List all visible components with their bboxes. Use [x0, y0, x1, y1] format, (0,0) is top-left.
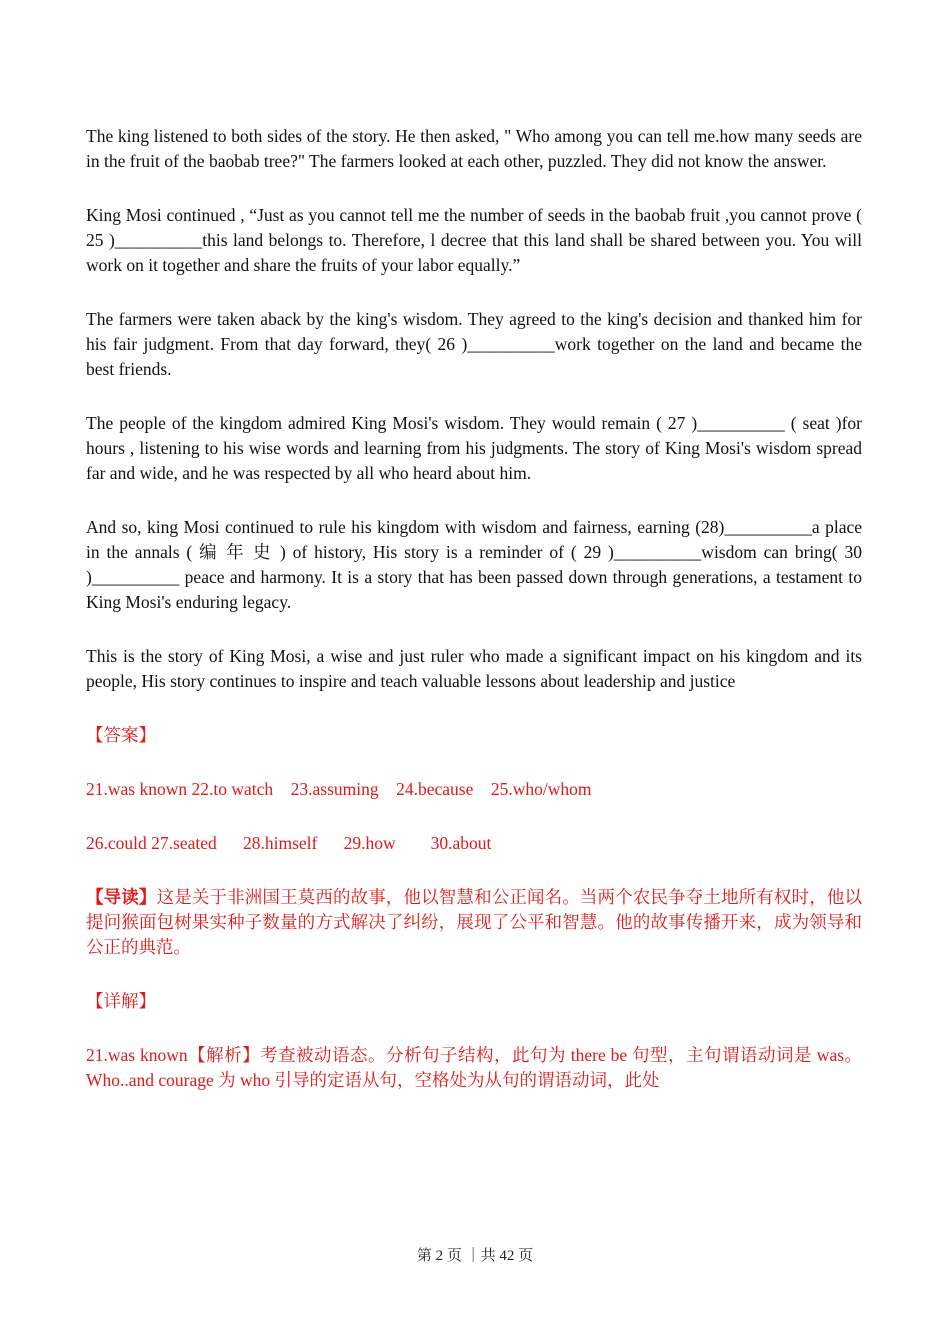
detail-heading: 【详解】 — [86, 991, 156, 1011]
guide-text: 这是关于非洲国王莫西的故事，他以智慧和公正闻名。当两个农民争夺土地所有权时，他以提问猴面包树果实种子数量的方式解决了纠纷，展现了公平和智慧。他的故事传播开来，成为领导和公正的典范。 — [86, 887, 863, 957]
guide-label: 【导读】 — [86, 887, 157, 907]
story-paragraph-5: And so, king Mosi continued to rule his kingdom with wisdom and fairness, earning (28)__________a place in the annals ( 编 年 史 ) of history, His story is a reminder of ( 29 )__________wisdom can bring( 30 )__________ peace and harmony. It is a story that has been passed down through generations, a testament to King Mosi's enduring legacy. — [86, 517, 862, 612]
detail-item-prefix: 21.was known — [86, 1045, 188, 1065]
answer-line-2: 26.could 27.seated 28.himself 29.how 30.about — [86, 833, 492, 853]
detail-item-label: 【解析】 — [187, 1045, 261, 1065]
answer-heading: 【答案】 — [86, 725, 156, 745]
document-page — [86, 124, 862, 1122]
detail-item-21 — [86, 1043, 862, 1093]
story-paragraph-4: The people of the kingdom admired King Mosi's wisdom. They would remain ( 27 )__________ ( seat )for hours , listening to his wise words and learning from his judgments. The story of King Mosi's wisdom spread far and wide, and he was respected by all who heard about him. — [86, 413, 862, 483]
detail-item-text: 考查被动语态。分析句子结构，此句为 there be 句型，主句谓语动词是 was。Who..and courage 为 who 引导的定语从句，空格处为从句的谓语动词，此处 — [86, 1045, 863, 1090]
answer-line-1: 21.was known 22.to watch 23.assuming 24.because 25.who/whom — [86, 779, 592, 799]
story-paragraph-2: King Mosi continued , “Just as you cannot tell me the number of seeds in the baobab fruit ,you cannot prove ( 25 )__________this land belongs to. Therefore, l decree that this land shall be shared between you. You will work on it together and share the fruits of your labor equally.” — [86, 205, 862, 275]
story-paragraph-1: The king listened to both sides of the story. He then asked, " Who among you can tell me.how many seeds are in the fruit of the baobab tree?" The farmers looked at each other, puzzled. They did not know the answer. — [86, 126, 862, 171]
story-paragraph-6: This is the story of King Mosi, a wise and just ruler who made a significant impact on his kingdom and its people, His story continues to inspire and teach valuable lessons about leadership and justice — [86, 646, 862, 691]
guide-section — [86, 885, 862, 960]
story-paragraph-3: The farmers were taken aback by the king's wisdom. They agreed to the king's decision and thanked him for his fair judgment. From that day forward, they( 26 )__________work together on the land and became the best friends. — [86, 309, 862, 379]
page-footer: 第 2 页 ｜共 42 页 — [416, 1248, 534, 1264]
